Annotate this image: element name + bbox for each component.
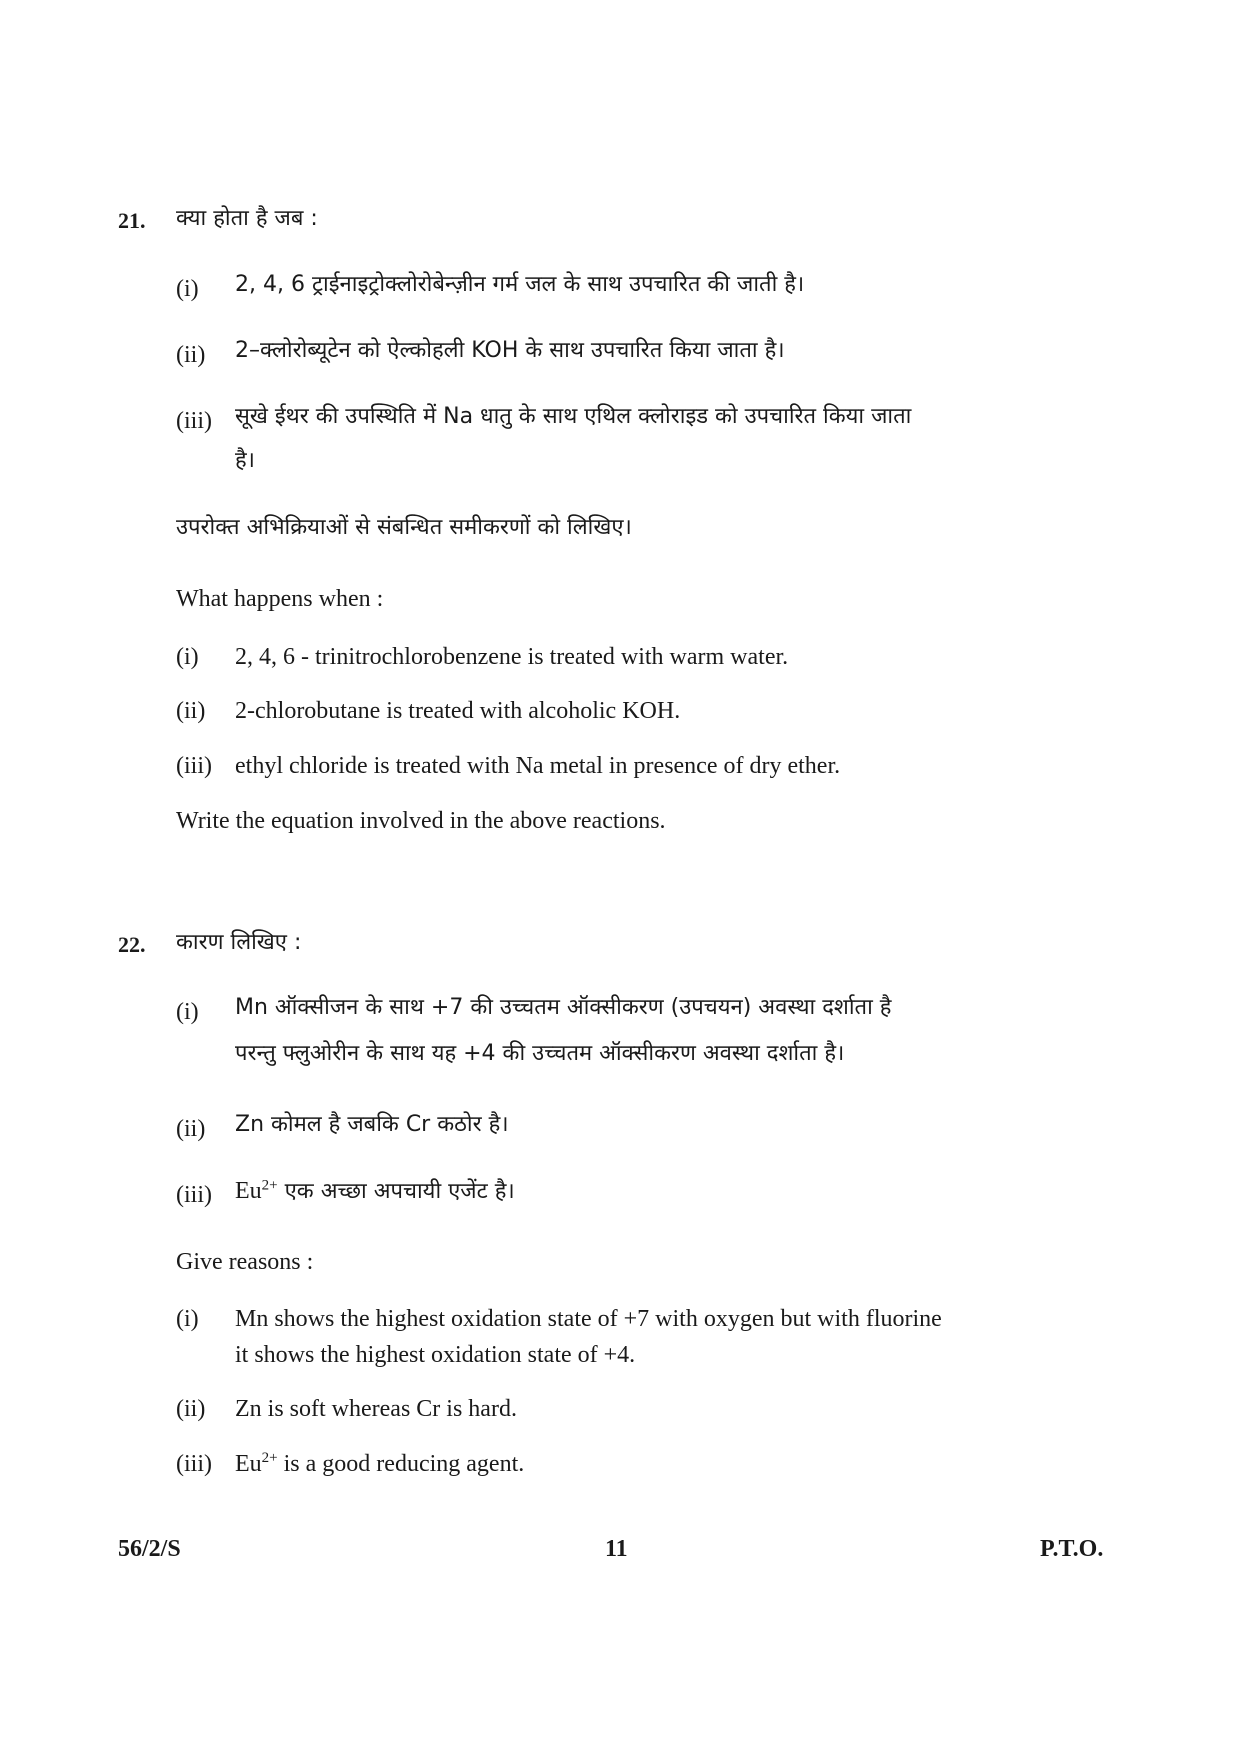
q22-hindi-item-1-label: (i) [176,999,199,1025]
q22-hindi-item-3-rest: एक अच्छा अपचायी एजेंट है। [277,1179,515,1204]
footer-paper-code: 56/2/S [118,1536,181,1562]
q21-hindi-item-2-text: 2–क्लोरोब्यूटेन को ऐल्कोहली KOH के साथ उपचारित किया जाता है। [235,338,785,363]
q22-hindi-item-3-prefix: Eu [235,1178,262,1204]
q21-hindi-item-3-label: (iii) [176,408,212,434]
q22-english-item-3-prefix: Eu [235,1451,262,1477]
question-21-number: 21. [118,208,146,233]
q21-hindi-item-3-text-line2: है। [235,448,256,473]
q22-english-prompt: Give reasons : [176,1249,314,1275]
q21-hindi-instruction: उपरोक्त अभिक्रियाओं से संबन्धित समीकरणों को लिखिए। [176,515,632,540]
question-22-number: 22. [118,932,146,957]
q22-english-item-2-text: Zn is soft whereas Cr is hard. [235,1396,517,1422]
q22-hindi-item-1-text-line2: परन्तु फ्लुओरीन के साथ यह +4 की उच्चतम ऑक्सीकरण अवस्था दर्शाता है। [235,1041,845,1066]
q21-hindi-item-2-label: (ii) [176,342,206,368]
footer-page-number: 11 [605,1536,628,1562]
q21-english-instruction: Write the equation involved in the above reactions. [176,808,666,834]
q22-hindi-item-2-label: (ii) [176,1116,206,1142]
q22-english-item-1-label: (i) [176,1306,199,1332]
q21-english-item-3-label: (iii) [176,753,212,779]
q21-english-prompt: What happens when : [176,586,384,612]
q22-english-item-1-text-line1: Mn shows the highest oxidation state of +7 with oxygen but with fluorine [235,1306,942,1332]
q21-english-item-3-text: ethyl chloride is treated with Na metal in presence of dry ether. [235,753,841,779]
q22-hindi-item-2-text: Zn कोमल है जबकि Cr कठोर है। [235,1112,509,1137]
q22-hindi-item-3-label: (iii) [176,1182,212,1208]
q21-hindi-item-1-label: (i) [176,276,199,302]
q22-english-item-3-label: (iii) [176,1451,212,1477]
q22-hindi-item-3-text [235,1174,515,1209]
q21-english-item-2-text: 2-chlorobutane is treated with alcoholic KOH. [235,698,681,724]
q22-english-item-3-superscript: 2+ [261,1450,278,1466]
q21-hindi-item-1-text: 2, 4, 6 ट्राईनाइट्रोक्लोरोबेन्ज़ीन गर्म जल के साथ उपचारित की जाती है। [235,272,805,297]
q22-hindi-item-3-superscript: 2+ [261,1177,278,1194]
q22-english-item-3-rest: is a good reducing agent. [277,1451,525,1477]
q22-english-item-2-label: (ii) [176,1396,206,1422]
q22-english-item-3-text [235,1447,524,1481]
q22-hindi-item-1-text-line1: Mn ऑक्सीजन के साथ +7 की उच्चतम ऑक्सीकरण (उपचयन) अवस्था दर्शाता है [235,995,892,1020]
q21-english-item-1-label: (i) [176,644,199,670]
q21-english-item-2-label: (ii) [176,698,206,724]
footer-pto: P.T.O. [1040,1536,1104,1562]
q21-english-item-1-text: 2, 4, 6 - trinitrochlorobenzene is treated with warm water. [235,644,789,670]
q22-english-item-1-text-line2: it shows the highest oxidation state of +4. [235,1342,636,1368]
q21-hindi-item-3-text-line1: सूखे ईथर की उपस्थिति में Na धातु के साथ एथिल क्लोराइड को उपचारित किया जाता [235,404,912,429]
question-22-hindi-prompt: कारण लिखिए : [176,930,302,955]
question-21-hindi-prompt: क्या होता है जब : [176,206,318,231]
